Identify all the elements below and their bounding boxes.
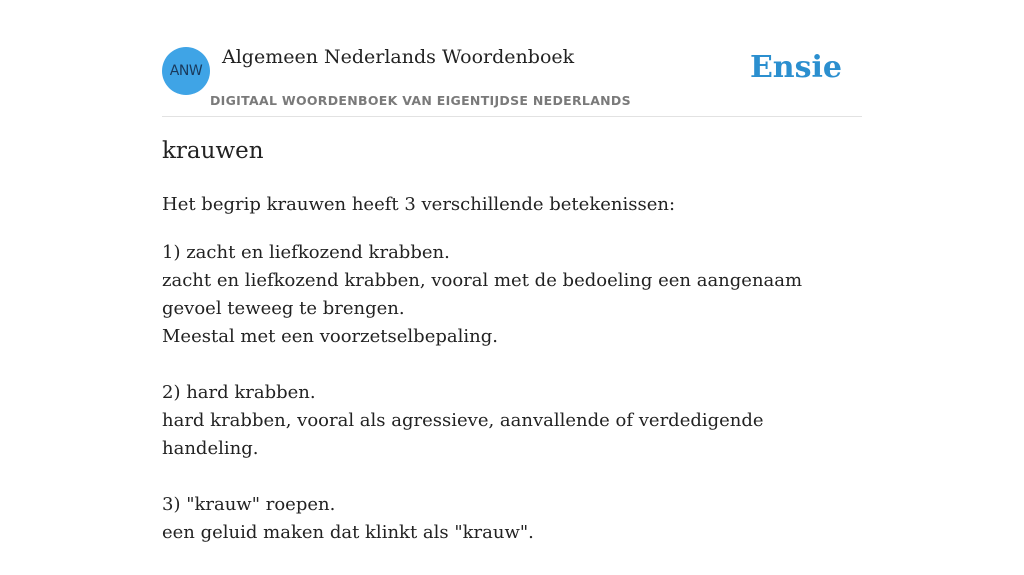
meaning-heading: 1) zacht en liefkozend krabben. [162,242,450,263]
logo-text: ANW [169,63,203,79]
site-subtitle: DIGITAAL WOORDENBOEK VAN EIGENTIJDSE NEDERLANDS [210,93,631,108]
meaning-definition: een geluid maken dat klinkt als "krauw". [162,522,534,543]
meaning-item [162,491,862,547]
meaning-item [162,239,862,351]
page-container [162,0,862,543]
site-header [162,0,862,117]
meaning-definition: hard krabben, vooral als agressieve, aanvallende of verdedigende handeling. [162,410,764,459]
anw-logo[interactable] [162,47,210,95]
meaning-item [162,379,862,463]
meaning-heading: 2) hard krabben. [162,382,316,403]
page-title: krauwen [162,138,264,164]
meaning-heading: 3) "krauw" roepen. [162,494,336,515]
ensie-brand-link[interactable]: Ensie [749,50,842,85]
meaning-note: Meestal met een voorzetselbepaling. [162,326,498,347]
site-title[interactable]: Algemeen Nederlands Woordenboek [222,46,575,68]
meaning-definition: zacht en liefkozend krabben, vooral met de bedoeling een aangenaam gevoel teweeg te brengen. [162,270,803,319]
meanings-list [162,239,862,575]
intro-text: Het begrip krauwen heeft 3 verschillende betekenissen: [162,194,676,215]
